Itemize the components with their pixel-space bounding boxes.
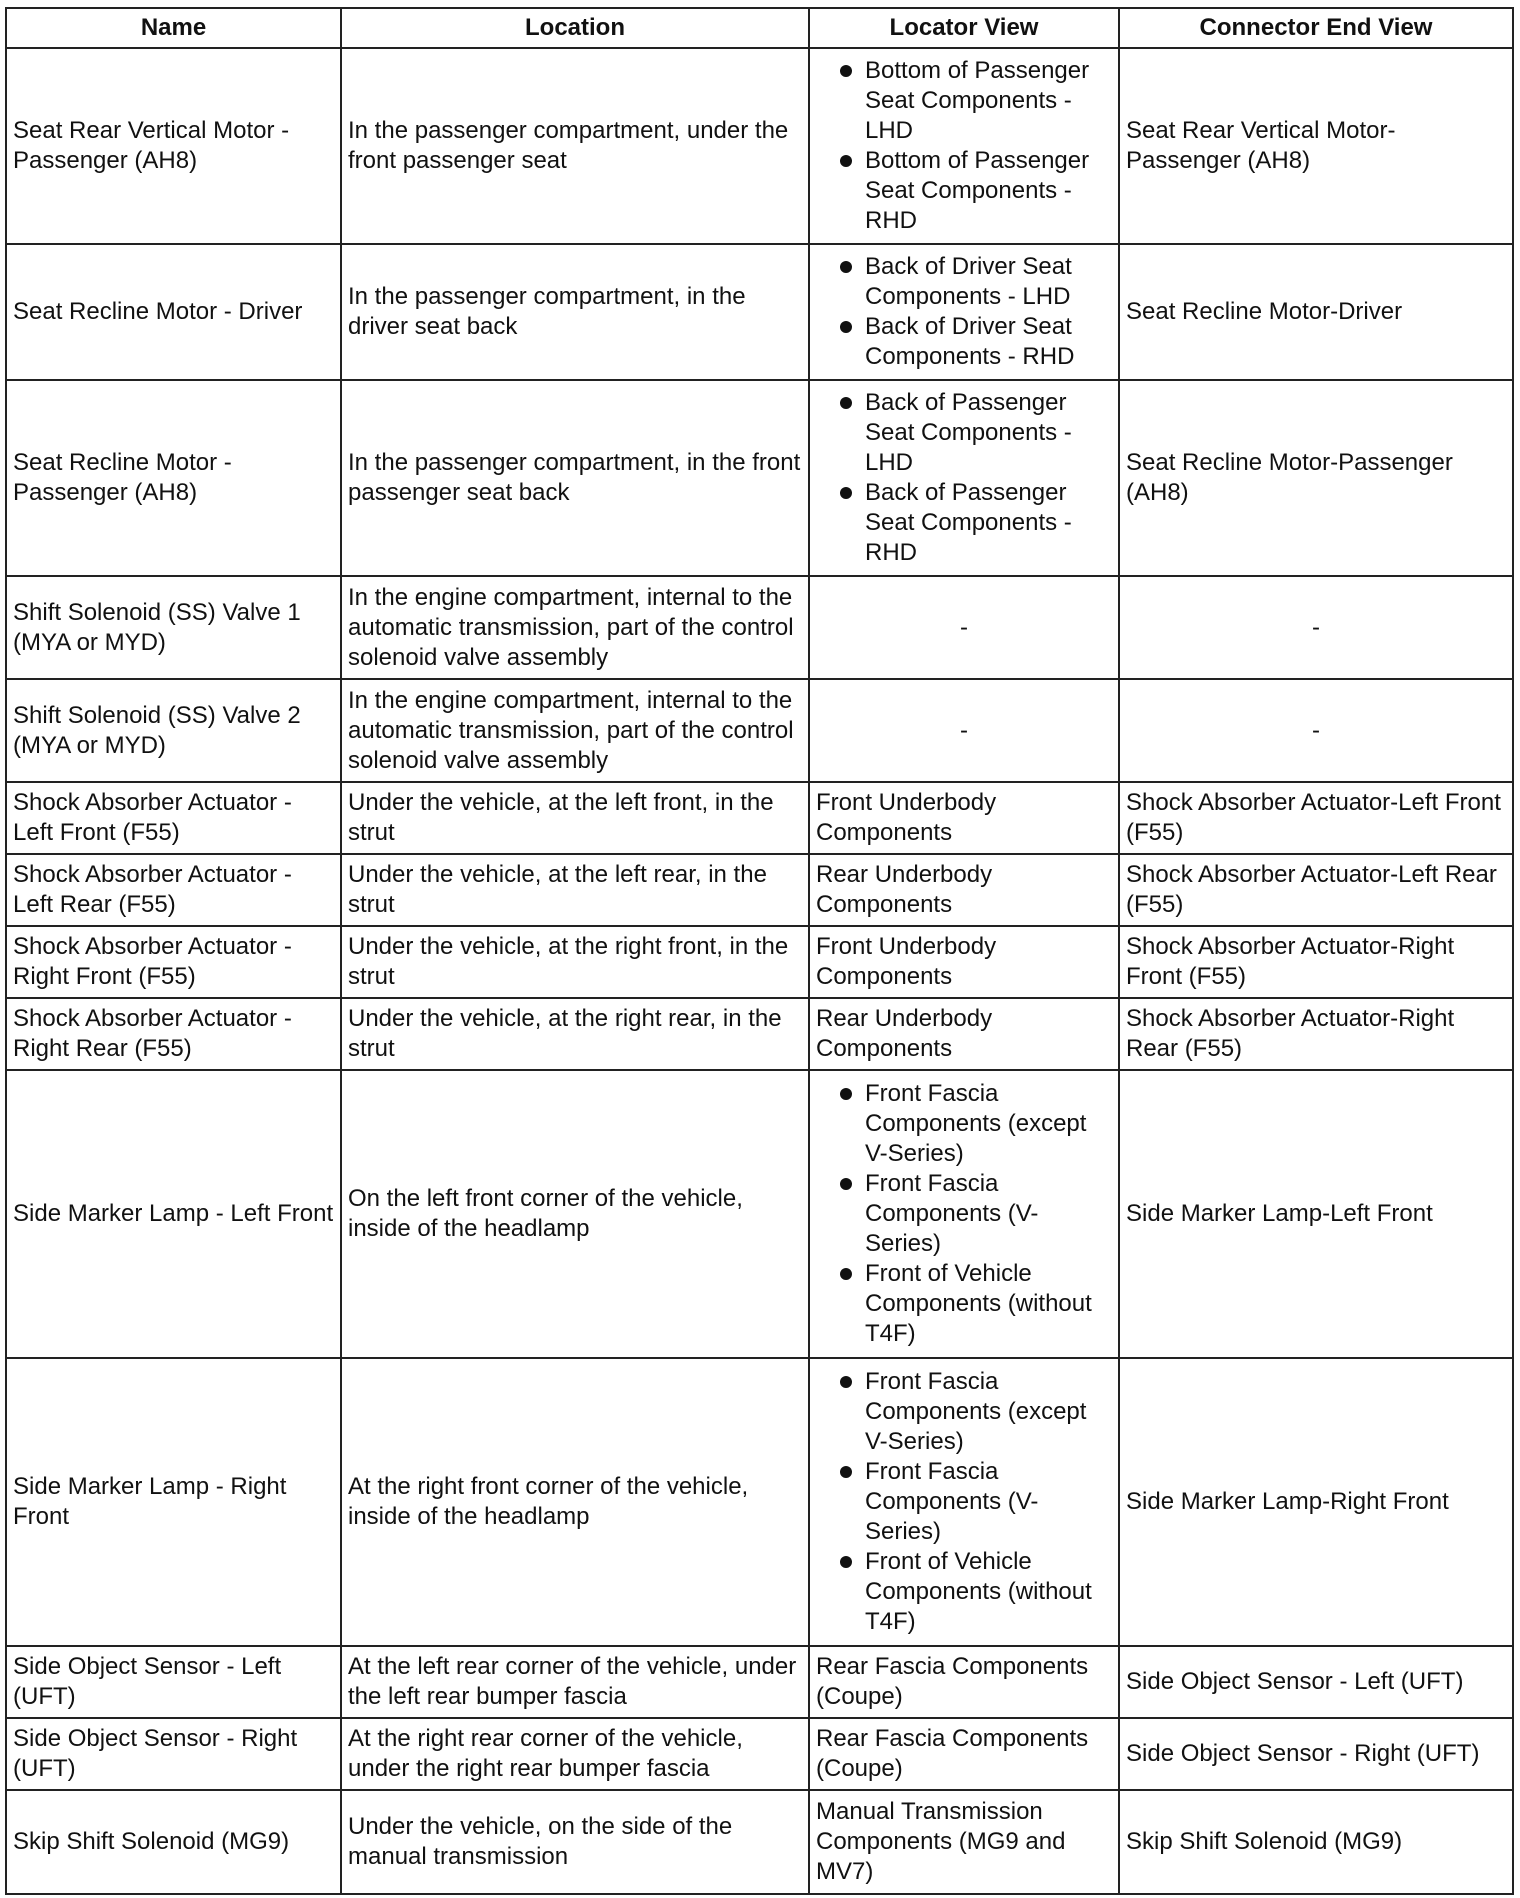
table-row — [6, 679, 1513, 782]
locator-link[interactable]: Front Fascia Components (V-Series) — [816, 1457, 1112, 1547]
cell-name: Seat Recline Motor - Passenger (AH8) — [6, 380, 341, 576]
cell-name: Side Object Sensor - Right (UFT) — [6, 1718, 341, 1790]
cell-connector-end-view[interactable]: Skip Shift Solenoid (MG9) — [1119, 1790, 1513, 1894]
locator-link[interactable]: Bottom of Passenger Seat Components - RHD — [816, 146, 1112, 236]
cell-connector-end-view[interactable]: Shock Absorber Actuator-Left Rear (F55) — [1119, 854, 1513, 926]
locator-link[interactable]: Back of Passenger Seat Components - LHD — [816, 388, 1112, 478]
cell-connector-end-view: - — [1119, 679, 1513, 782]
table-row — [6, 854, 1513, 926]
cell-connector-end-view[interactable]: Side Marker Lamp-Left Front — [1119, 1070, 1513, 1358]
header-locator-view: Locator View — [809, 8, 1119, 48]
cell-location: In the engine compartment, internal to the automatic transmission, part of the control solenoid valve assembly — [341, 679, 809, 782]
cell-connector-end-view[interactable]: Side Marker Lamp-Right Front — [1119, 1358, 1513, 1646]
header-connector-end-view: Connector End View — [1119, 8, 1513, 48]
cell-name: Shock Absorber Actuator - Right Rear (F55) — [6, 998, 341, 1070]
header-name: Name — [6, 8, 341, 48]
cell-location: Under the vehicle, at the right front, in the strut — [341, 926, 809, 998]
component-locator-table-container — [5, 7, 1512, 1895]
locator-link[interactable]: Front Fascia Components (except V-Series) — [816, 1079, 1112, 1169]
locator-link[interactable]: Front Fascia Components (except V-Series) — [816, 1367, 1112, 1457]
cell-locator-view: - — [809, 576, 1119, 679]
cell-connector-end-view[interactable]: Seat Recline Motor-Passenger (AH8) — [1119, 380, 1513, 576]
table-row — [6, 782, 1513, 854]
cell-location: Under the vehicle, at the left rear, in the strut — [341, 854, 809, 926]
cell-name: Shock Absorber Actuator - Right Front (F55) — [6, 926, 341, 998]
table-row — [6, 1646, 1513, 1718]
cell-location: In the engine compartment, internal to the automatic transmission, part of the control solenoid valve assembly — [341, 576, 809, 679]
cell-locator-view — [809, 244, 1119, 380]
cell-location: On the left front corner of the vehicle, inside of the headlamp — [341, 1070, 809, 1358]
cell-location: Under the vehicle, at the left front, in the strut — [341, 782, 809, 854]
cell-name: Side Marker Lamp - Right Front — [6, 1358, 341, 1646]
cell-name: Shock Absorber Actuator - Left Rear (F55) — [6, 854, 341, 926]
table-row — [6, 1358, 1513, 1646]
cell-location: At the left rear corner of the vehicle, under the left rear bumper fascia — [341, 1646, 809, 1718]
cell-location: At the right rear corner of the vehicle, under the right rear bumper fascia — [341, 1718, 809, 1790]
table-row — [6, 576, 1513, 679]
locator-link[interactable]: Bottom of Passenger Seat Components - LHD — [816, 56, 1112, 146]
cell-location: At the right front corner of the vehicle, inside of the headlamp — [341, 1358, 809, 1646]
table-row — [6, 1070, 1513, 1358]
cell-connector-end-view[interactable]: Side Object Sensor - Left (UFT) — [1119, 1646, 1513, 1718]
cell-locator-view[interactable]: Front Underbody Components — [809, 782, 1119, 854]
cell-locator-view[interactable]: Rear Fascia Components (Coupe) — [809, 1718, 1119, 1790]
locator-link[interactable]: Back of Passenger Seat Components - RHD — [816, 478, 1112, 568]
cell-locator-view[interactable]: Rear Underbody Components — [809, 854, 1119, 926]
header-row — [6, 8, 1513, 48]
locator-link[interactable]: Back of Driver Seat Components - LHD — [816, 252, 1112, 312]
cell-name: Seat Recline Motor - Driver — [6, 244, 341, 380]
component-locator-table — [5, 7, 1514, 1895]
cell-name: Shift Solenoid (SS) Valve 1 (MYA or MYD) — [6, 576, 341, 679]
cell-name: Side Object Sensor - Left (UFT) — [6, 1646, 341, 1718]
cell-connector-end-view[interactable]: Side Object Sensor - Right (UFT) — [1119, 1718, 1513, 1790]
cell-location: In the passenger compartment, under the front passenger seat — [341, 48, 809, 244]
table-row — [6, 244, 1513, 380]
cell-name: Seat Rear Vertical Motor - Passenger (AH8) — [6, 48, 341, 244]
cell-locator-view[interactable]: Front Underbody Components — [809, 926, 1119, 998]
header-location: Location — [341, 8, 809, 48]
locator-list — [816, 1367, 1112, 1637]
locator-link[interactable]: Front of Vehicle Components (without T4F) — [816, 1547, 1112, 1637]
cell-connector-end-view[interactable]: Shock Absorber Actuator-Right Front (F55) — [1119, 926, 1513, 998]
table-row — [6, 926, 1513, 998]
cell-name: Shift Solenoid (SS) Valve 2 (MYA or MYD) — [6, 679, 341, 782]
locator-link[interactable]: Front Fascia Components (V-Series) — [816, 1169, 1112, 1259]
table-row — [6, 1718, 1513, 1790]
cell-location: In the passenger compartment, in the driver seat back — [341, 244, 809, 380]
cell-connector-end-view[interactable]: Shock Absorber Actuator-Left Front (F55) — [1119, 782, 1513, 854]
table-row — [6, 380, 1513, 576]
locator-list — [816, 56, 1112, 236]
cell-location: Under the vehicle, at the right rear, in the strut — [341, 998, 809, 1070]
cell-connector-end-view[interactable]: Shock Absorber Actuator-Right Rear (F55) — [1119, 998, 1513, 1070]
cell-locator-view — [809, 1358, 1119, 1646]
locator-link[interactable]: Front of Vehicle Components (without T4F) — [816, 1259, 1112, 1349]
cell-locator-view — [809, 1070, 1119, 1358]
cell-location: Under the vehicle, on the side of the manual transmission — [341, 1790, 809, 1894]
cell-locator-view: - — [809, 679, 1119, 782]
cell-connector-end-view: - — [1119, 576, 1513, 679]
cell-locator-view[interactable]: Rear Fascia Components (Coupe) — [809, 1646, 1119, 1718]
locator-link[interactable]: Back of Driver Seat Components - RHD — [816, 312, 1112, 372]
cell-name: Skip Shift Solenoid (MG9) — [6, 1790, 341, 1894]
locator-list — [816, 252, 1112, 372]
cell-locator-view — [809, 48, 1119, 244]
locator-list — [816, 388, 1112, 568]
table-row — [6, 998, 1513, 1070]
table-row — [6, 1790, 1513, 1894]
cell-location: In the passenger compartment, in the front passenger seat back — [341, 380, 809, 576]
cell-name: Side Marker Lamp - Left Front — [6, 1070, 341, 1358]
cell-locator-view[interactable]: Rear Underbody Components — [809, 998, 1119, 1070]
locator-list — [816, 1079, 1112, 1349]
cell-connector-end-view[interactable]: Seat Recline Motor-Driver — [1119, 244, 1513, 380]
cell-connector-end-view[interactable]: Seat Rear Vertical Motor-Passenger (AH8) — [1119, 48, 1513, 244]
cell-locator-view — [809, 380, 1119, 576]
cell-locator-view[interactable]: Manual Transmission Components (MG9 and MV7) — [809, 1790, 1119, 1894]
table-row — [6, 48, 1513, 244]
cell-name: Shock Absorber Actuator - Left Front (F55) — [6, 782, 341, 854]
